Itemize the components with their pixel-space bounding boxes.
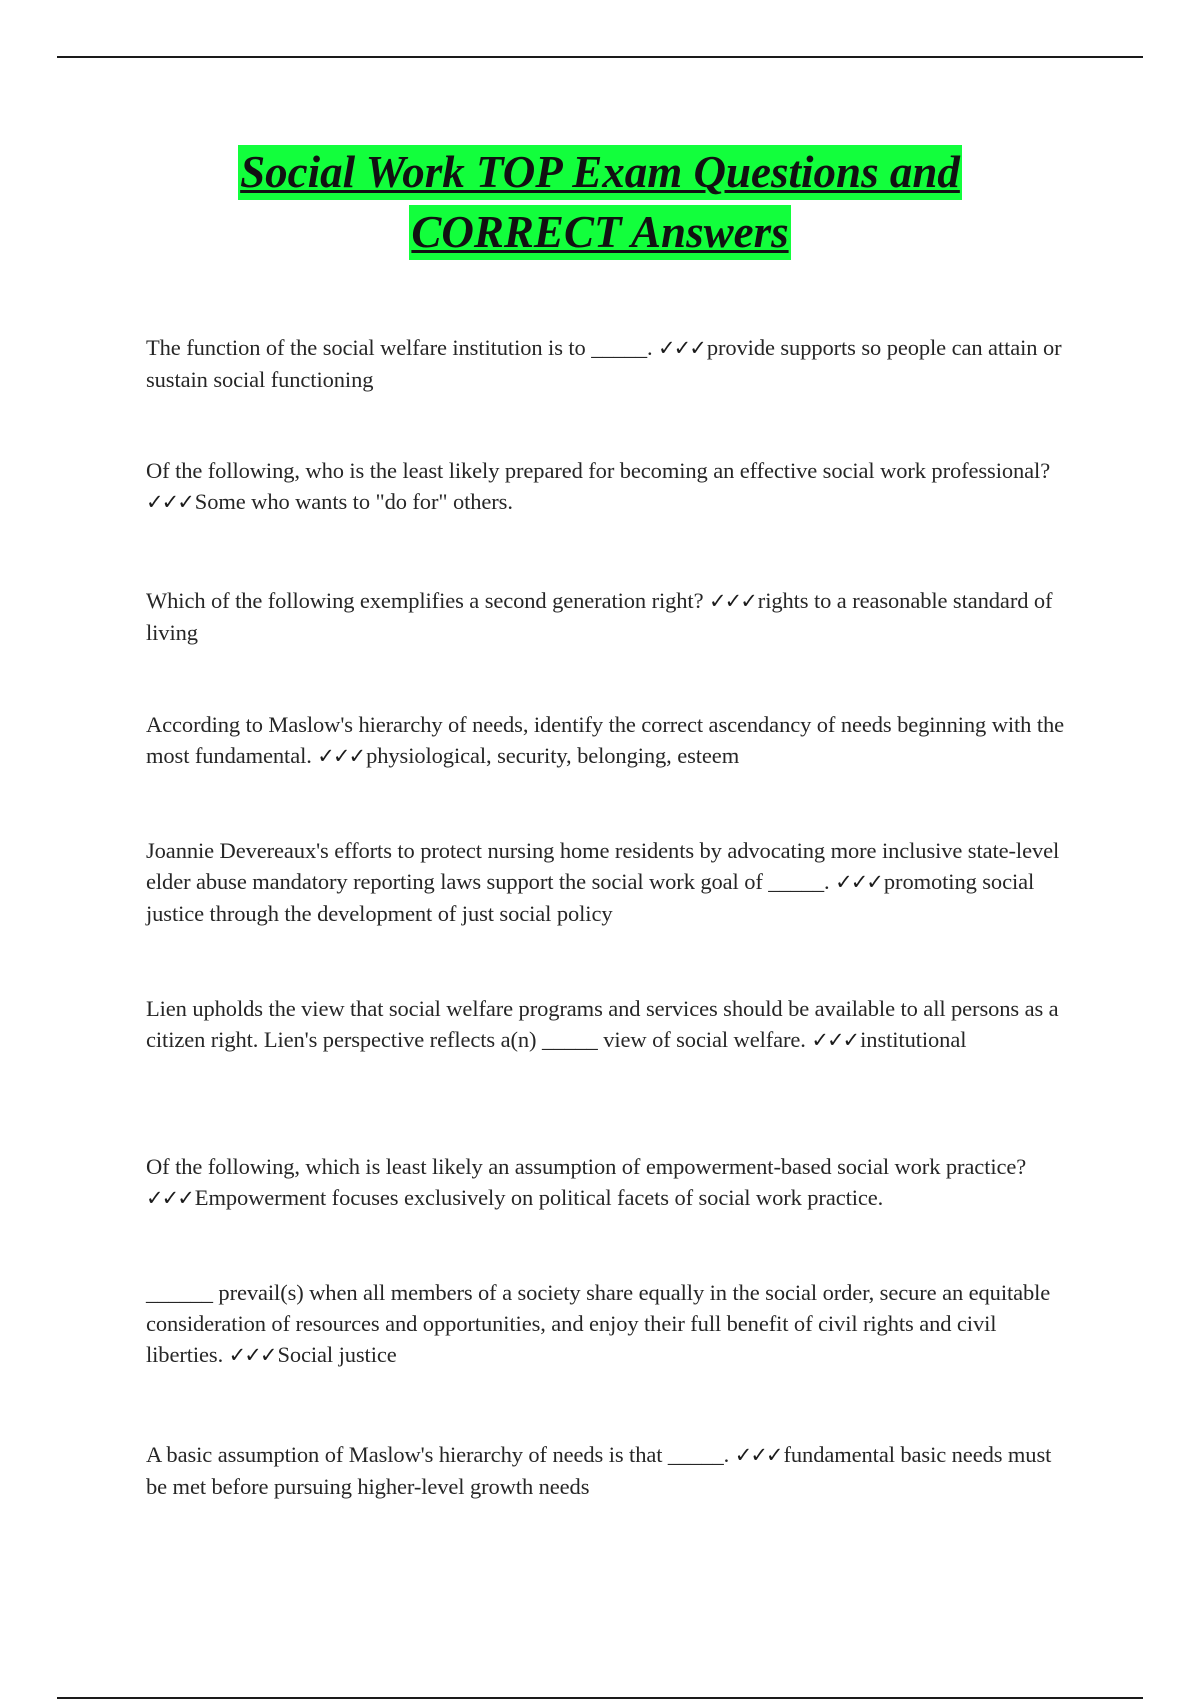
answer-text: rights to a reasonable standard of living	[146, 588, 1053, 645]
qa-item	[146, 709, 1066, 772]
checkmark-icon: ✓✓✓	[734, 1443, 782, 1467]
question-text: Of the following, which is least likely an assumption of empowerment-based social work practice?	[146, 1154, 1027, 1179]
qa-item	[146, 332, 1066, 395]
answer-text: Empowerment focuses exclusively on political facets of social work practice.	[194, 1185, 884, 1210]
question-text: A basic assumption of Maslow's hierarchy of needs is that _____.	[146, 1442, 735, 1467]
checkmark-icon: ✓✓✓	[146, 490, 193, 514]
top-rule	[57, 56, 1143, 58]
checkmark-icon: ✓✓✓	[146, 1186, 193, 1210]
answer-text: provide supports so people can attain or sustain social functioning	[146, 335, 1062, 392]
qa-item	[146, 1151, 1066, 1214]
answer-text: fundamental basic needs must be met before pursuing higher-level growth needs	[146, 1442, 1052, 1499]
question-text: The function of the social welfare institution is to _____.	[146, 335, 659, 360]
qa-item	[146, 1277, 1066, 1371]
qa-item	[146, 1439, 1066, 1502]
checkmark-icon: ✓✓✓	[228, 1343, 276, 1367]
answer-text: physiological, security, belonging, esteem	[366, 743, 740, 768]
question-text: Of the following, who is the least likely prepared for becoming an effective social work professional?	[146, 458, 1051, 483]
qa-item	[146, 455, 1066, 518]
answer-text: institutional	[860, 1027, 967, 1052]
question-text: ______ prevail(s) when all members of a society share equally in the social order, secure an equitable consideration of resources and opportunities, and enjoy their full benefit of civil rights and civil liberties.	[146, 1280, 1051, 1367]
qa-item	[146, 993, 1066, 1056]
answer-text: promoting social justice through the development of just social policy	[146, 869, 1035, 926]
page-title	[0, 145, 1200, 265]
title-line-2: CORRECT Answers	[409, 205, 790, 260]
answer-text: Some who wants to "do for" others.	[194, 489, 513, 514]
question-text: Lien upholds the view that social welfare programs and services should be available to all persons as a citizen right. Lien's perspective reflects a(n) _____ view of social welfare.	[146, 996, 1059, 1052]
qa-item	[146, 835, 1066, 929]
title-line-1: Social Work TOP Exam Questions and	[238, 145, 962, 200]
qa-item	[146, 585, 1066, 648]
checkmark-icon: ✓✓✓	[709, 589, 756, 613]
checkmark-icon: ✓✓✓	[658, 336, 705, 360]
bottom-rule	[57, 1697, 1143, 1699]
question-text: Joannie Devereaux's efforts to protect nursing home residents by advocating more inclusive state-level elder abuse mandatory reporting laws support the social work goal of _____.	[146, 838, 1060, 894]
checkmark-icon: ✓✓✓	[811, 1028, 859, 1052]
checkmark-icon: ✓✓✓	[835, 870, 882, 894]
checkmark-icon: ✓✓✓	[317, 744, 365, 768]
question-text: According to Maslow's hierarchy of needs, identify the correct ascendancy of needs beginning with the most fundamental.	[146, 712, 1065, 768]
question-text: Which of the following exemplifies a second generation right?	[146, 588, 709, 613]
answer-text: Social justice	[277, 1342, 397, 1367]
